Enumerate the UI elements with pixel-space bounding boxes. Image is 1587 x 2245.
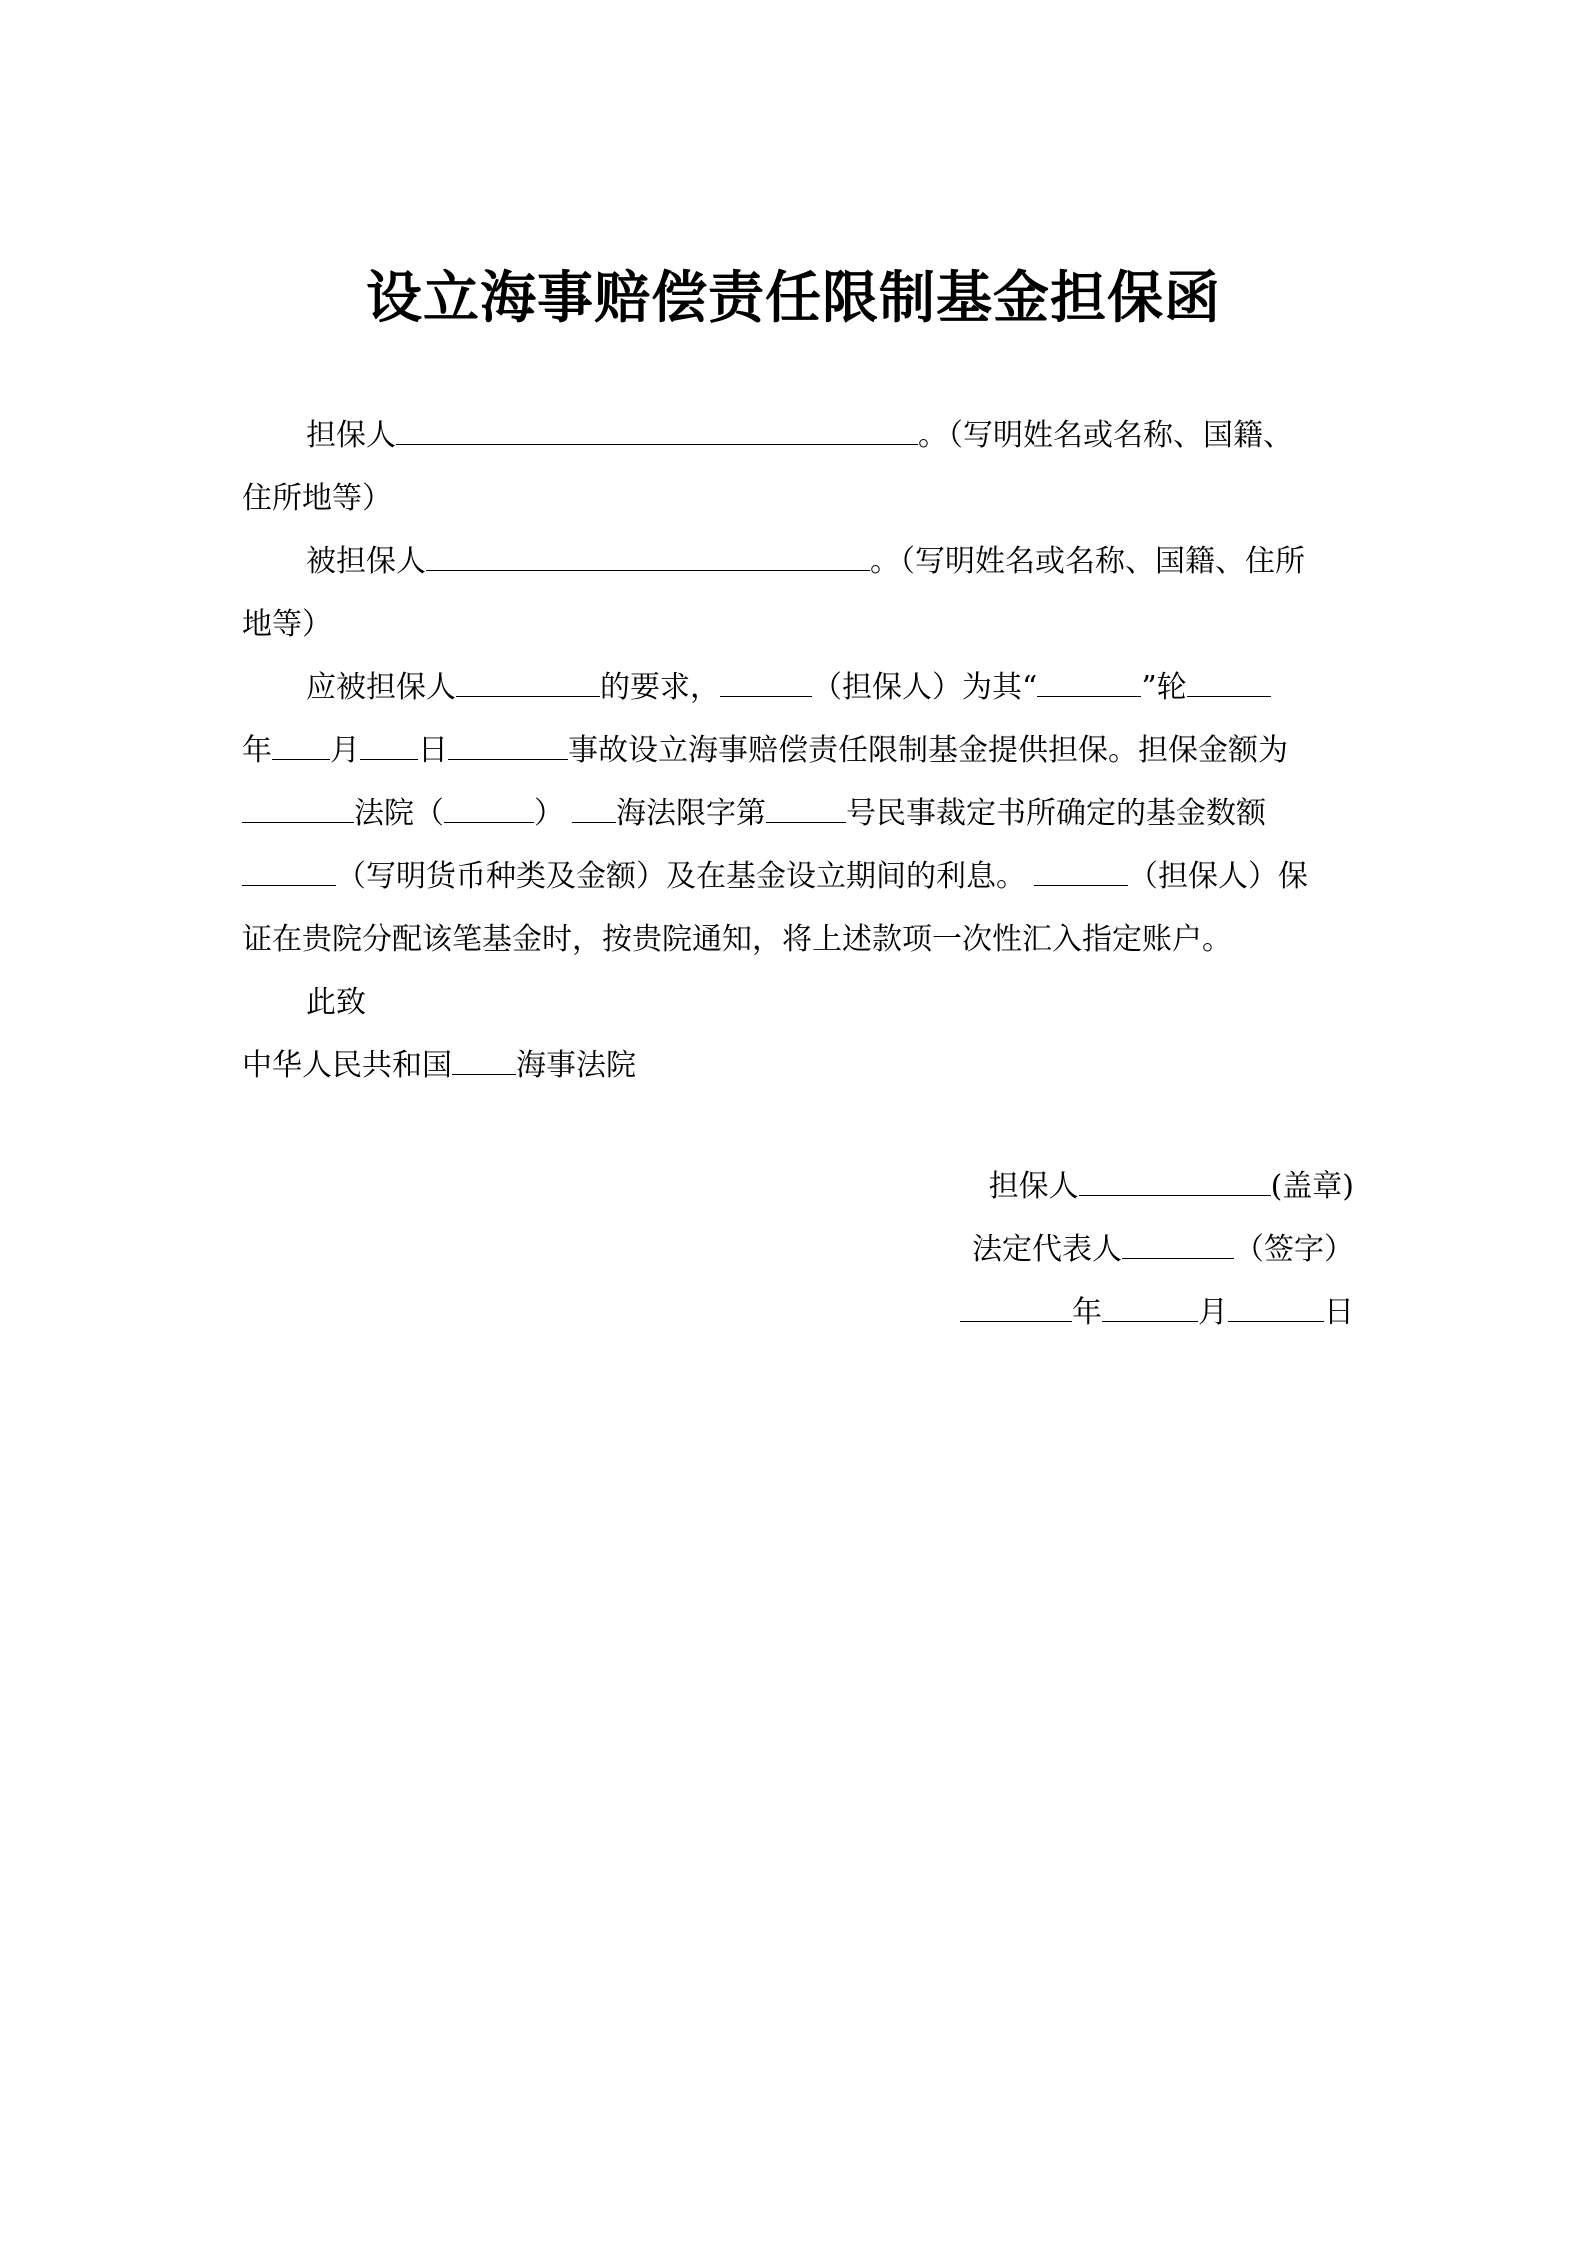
addressee-line: [242, 1034, 1354, 1097]
main-line-4: [242, 845, 1354, 908]
guarantor-line: [242, 404, 1354, 467]
text: ”轮: [1141, 670, 1187, 705]
closing-line: [242, 971, 1354, 1034]
main-line-2: [242, 719, 1354, 782]
text: ）: [534, 796, 564, 831]
sign-year-blank[interactable]: [960, 1297, 1072, 1322]
incident-year-blank[interactable]: [1187, 672, 1271, 697]
court-code-blank[interactable]: [572, 798, 616, 823]
guaranteed-line-cont: [242, 593, 1354, 656]
requesting-party-blank[interactable]: [456, 672, 600, 697]
day-label: 日: [1324, 1295, 1354, 1330]
signature-representative: [972, 1218, 1354, 1281]
year-label: 年: [1072, 1295, 1102, 1330]
guaranteed-label: 被担保人: [306, 544, 426, 579]
month-label: 月: [1198, 1295, 1228, 1330]
text: （担保人）为其“: [812, 670, 1038, 705]
ruling-year-blank[interactable]: [444, 798, 534, 823]
guarantor-label: 担保人: [306, 418, 396, 453]
main-line-1: [242, 656, 1354, 719]
signature-rep-label: 法定代表人: [972, 1232, 1122, 1267]
addressee-suffix: 海事法院: [516, 1048, 636, 1083]
signature-date: [960, 1281, 1354, 1344]
text: （担保人）保: [1128, 859, 1308, 894]
court-blank[interactable]: [242, 798, 354, 823]
text: 海法限字第: [616, 796, 766, 831]
text: 月: [330, 733, 360, 768]
document-title: 设立海事赔偿责任限制基金担保函: [366, 265, 1221, 331]
document-body: [242, 404, 1354, 1097]
main-line-3: [242, 782, 1354, 845]
sign-month-blank[interactable]: [1102, 1297, 1198, 1322]
ruling-number-blank[interactable]: [766, 798, 846, 823]
text: （写明货币种类及金额）及在基金设立期间的利息。: [336, 859, 1026, 894]
representative-signature-blank[interactable]: [1122, 1234, 1234, 1259]
guaranteed-line: [242, 530, 1354, 593]
seal-note: (盖章): [1270, 1169, 1354, 1204]
text: 证在贵院分配该笔基金时，按贵院通知，将上述款项一次性汇入指定账户。: [242, 922, 1232, 957]
signature-guarantor: [989, 1155, 1354, 1218]
guarantor-line-cont: [242, 467, 1354, 530]
incident-month-blank[interactable]: [272, 735, 330, 760]
text: 年: [242, 733, 272, 768]
text: 应被担保人: [306, 670, 456, 705]
text: 法院（: [354, 796, 444, 831]
vessel-name-blank[interactable]: [1037, 672, 1141, 697]
signature-guarantor-label: 担保人: [988, 1169, 1079, 1204]
sign-day-blank[interactable]: [1228, 1297, 1324, 1322]
guaranteed-instruction-cont: 地等）: [242, 607, 332, 642]
closing: 此致: [306, 985, 366, 1020]
incident-type-blank[interactable]: [448, 735, 568, 760]
guaranteed-instruction: 。（写明姓名或名称、国籍、住所: [870, 544, 1305, 579]
text: 事故设立海事赔偿责任限制基金提供担保。担保金额为: [568, 733, 1288, 768]
guarantor-instruction: 。（写明姓名或名称、国籍、: [918, 418, 1293, 453]
addressee-prefix: 中华人民共和国: [242, 1048, 452, 1083]
court-location-blank[interactable]: [452, 1050, 516, 1075]
main-line-5: [242, 908, 1354, 971]
signature-note: （签字）: [1234, 1232, 1354, 1267]
fund-amount-blank[interactable]: [242, 861, 336, 886]
text: 日: [418, 733, 448, 768]
text: 号民事裁定书所确定的基金数额: [846, 796, 1266, 831]
guaranteed-name-blank[interactable]: [426, 546, 870, 571]
guarantor-name-blank[interactable]: [396, 420, 918, 445]
guarantor-blank-2[interactable]: [1034, 861, 1128, 886]
incident-day-blank[interactable]: [360, 735, 418, 760]
guarantor-blank[interactable]: [720, 672, 812, 697]
guarantor-instruction-cont: 住所地等）: [242, 481, 392, 516]
text: 的要求，: [600, 670, 720, 705]
guarantor-seal-blank[interactable]: [1079, 1171, 1271, 1196]
